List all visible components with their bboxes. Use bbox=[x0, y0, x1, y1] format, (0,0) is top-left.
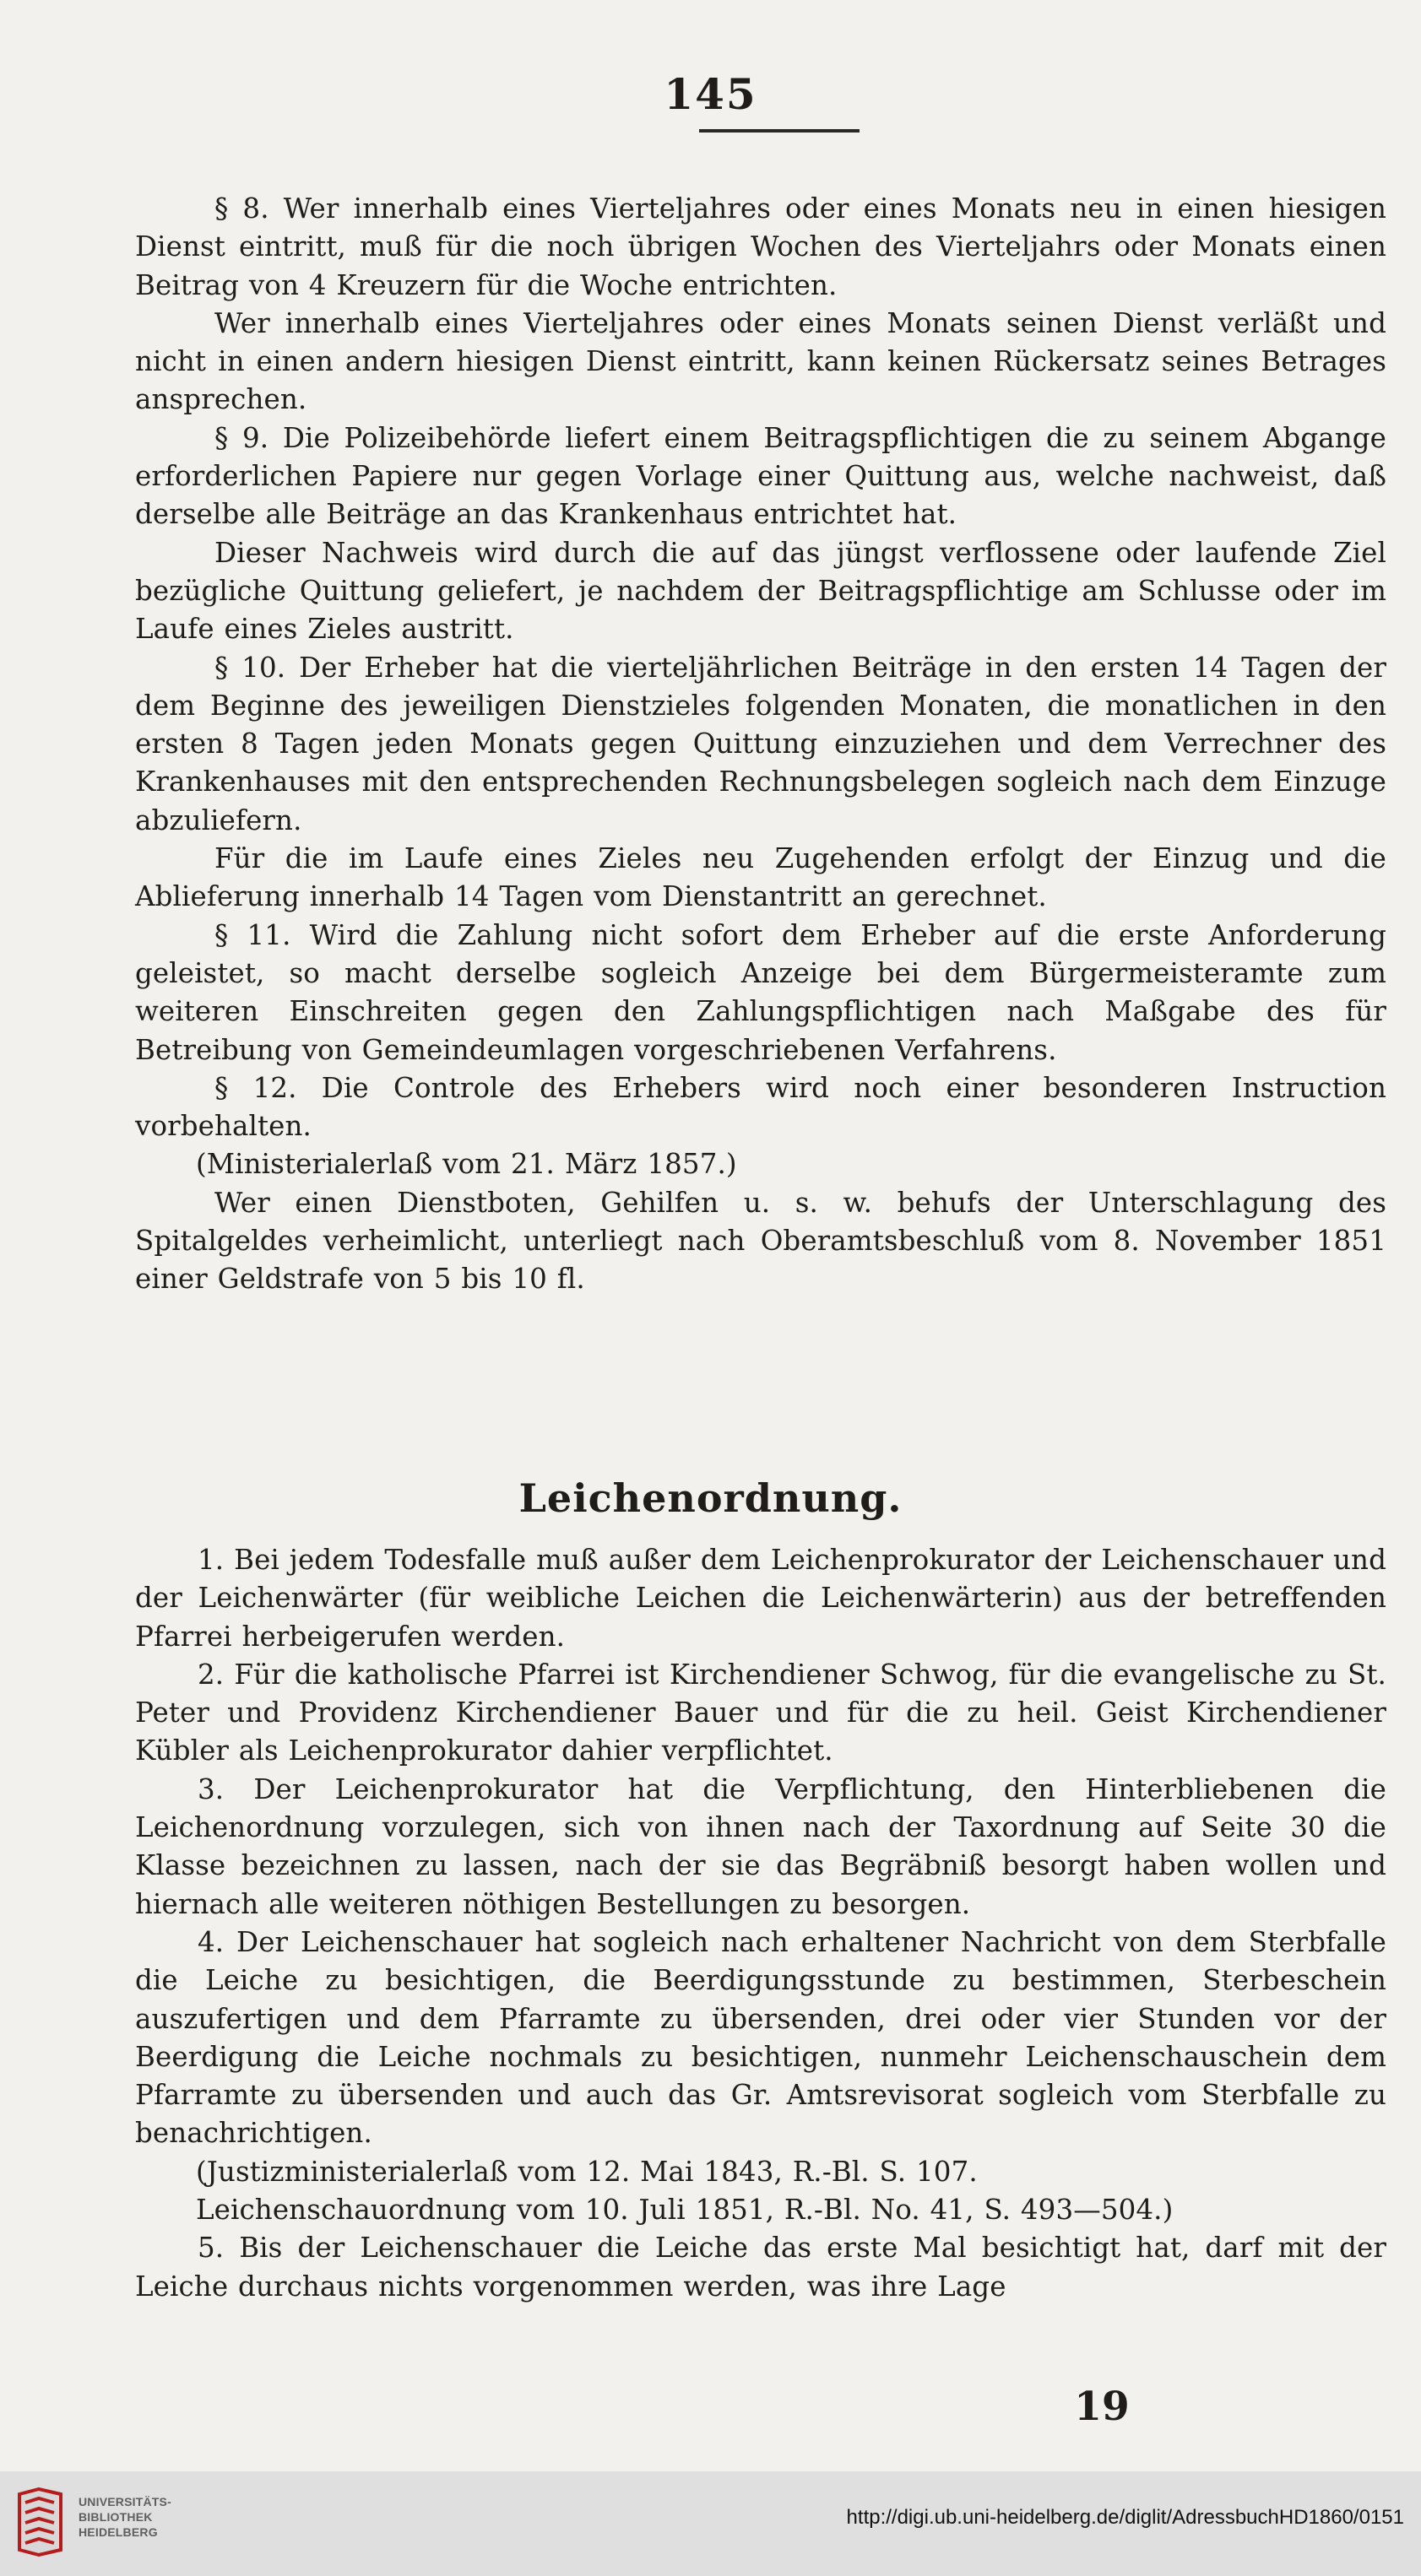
section-2-body bbox=[135, 1541, 1386, 2306]
paragraph-8-note: Wer innerhalb eines Vierteljahres oder eines Monats seinen Dienst verläßt und nicht in einen andern hiesigen Dienst eintritt, kann keinen Rückersatz seines Betrages ansprechen. bbox=[135, 306, 1386, 416]
library-name-line-2: BIBLIOTHEK bbox=[79, 2510, 153, 2524]
citation-1851: Leichenschauordnung vom 10. Juli 1851, R.-Bl. No. 41, S. 493—504.) bbox=[196, 2194, 1174, 2227]
penalty-note: Wer einen Dienstboten, Gehilfen u. s. w. behufs der Unterschlagung des Spitalgeldes verheimlicht, unterliegt nach Oberamtsbeschluß vom 8. November 1851 einer Geldstrafe von 5 bis 10 fl. bbox=[135, 1186, 1386, 1296]
page-number-rule bbox=[699, 129, 860, 133]
rule-4: 4. Der Leichenschauer hat sogleich nach erhaltener Nachricht von dem Sterbfalle die Leiche zu besichtigen, die Beerdigungsstunde zu bestimmen, Sterbeschein auszufertigen und dem Pfarramte zu übersenden, drei oder vier Stunden vor der Beerdigung die Leiche nochmals zu besichtigen, nunmehr Leichenschauschein dem Pfarramte zu übersenden und auch das Gr. Amtsrevisorat sogleich vom Sterbfalle zu benachrichtigen. bbox=[135, 1925, 1386, 2150]
library-name bbox=[79, 2494, 214, 2540]
paragraph-11: § 11. Wird die Zahlung nicht sofort dem Erheber auf die erste Anforderung geleistet, so macht derselbe sogleich Anzeige bei dem Bürgermeisteramte zum weiteren Einschreiten gegen den Zahlungspflichtigen nach Maßgabe des für Betreibung von Gemeindeumlagen vorgeschriebenen Verfahrens. bbox=[135, 918, 1386, 1066]
paragraph-12: § 12. Die Controle des Erhebers wird noch einer besonderen Instruction vorbehalten. bbox=[135, 1071, 1386, 1143]
citation-1843: (Justizministerialerlaß vom 12. Mai 1843, R.-Bl. S. 107. bbox=[196, 2155, 978, 2188]
paragraph-8: § 8. Wer innerhalb eines Vierteljahres oder eines Monats neu in einen hiesigen Dienst eintritt, muß für die noch übrigen Wochen des Vierteljahrs oder Monats einen Beitrag von 4 Kreuzern für die Woche entrichten. bbox=[135, 192, 1386, 301]
library-logo bbox=[15, 2487, 218, 2565]
library-name-line-1: UNIVERSITÄTS- bbox=[79, 2495, 171, 2508]
paragraph-9: § 9. Die Polizeibehörde liefert einem Beitragspflichtigen die zu seinem Abgange erforderlichen Papiere nur gegen Vorlage einer Quittung aus, welche nachweist, daß derselbe alle Beiträge an das Krankenhaus entrichtet hat. bbox=[135, 421, 1386, 531]
source-url[interactable]: http://digi.ub.uni-heidelberg.de/diglit/AdressbuchHD1860/0151 bbox=[846, 2506, 1404, 2529]
rule-1: 1. Bei jedem Todesfalle muß außer dem Leichenprokurator der Leichenschauer und der Leichenwärter (für weibliche Leichen die Leichenwärterin) aus der betreffenden Pfarrei herbeigerufen werden. bbox=[135, 1544, 1386, 1653]
library-emblem-icon bbox=[15, 2487, 66, 2557]
rule-3: 3. Der Leichenprokurator hat die Verpflichtung, den Hinterbliebenen die Leichenordnung vorzulegen, sich von ihnen nach der Taxordnung auf Seite 30 die Klasse bezeichnen zu lassen, nach der sie das Begräbniß besorgt haben wollen und hiernach alle weiteren nöthigen Bestellungen zu besorgen. bbox=[135, 1772, 1386, 1920]
section-title-leichenordnung: Leichenordnung. bbox=[518, 1475, 903, 1521]
paragraph-10-note: Für die im Laufe eines Zieles neu Zugehenden erfolgt der Einzug und die Ablieferung innerhalb 14 Tagen vom Dienstantritt an gerechnet. bbox=[135, 842, 1386, 913]
citation-1857: (Ministerialerlaß vom 21. März 1857.) bbox=[196, 1148, 737, 1181]
bottom-bar bbox=[0, 2471, 1421, 2576]
rule-2: 2. Für die katholische Pfarrei ist Kirchendiener Schwog, für die evangelische zu St. Peter und Providenz Kirchendiener Bauer und für die zu heil. Geist Kirchendiener Kübler als Leichenprokurator dahier verpflichtet. bbox=[135, 1658, 1386, 1767]
library-name-line-3: HEIDELBERG bbox=[79, 2525, 158, 2539]
paragraph-9-note: Dieser Nachweis wird durch die auf das jüngst verflossene oder laufende Ziel bezügliche Quittung geliefert, je nachdem der Beitragspflichtige am Schlusse oder im Laufe eines Zieles austritt. bbox=[135, 536, 1386, 646]
section-1-body bbox=[135, 190, 1386, 1299]
paragraph-10: § 10. Der Erheber hat die vierteljährlichen Beiträge in den ersten 14 Tagen der dem Beginne des jeweiligen Dienstzieles folgenden Monaten, die monatlichen in den ersten 8 Tagen jeden Monats gegen Quittung einzuziehen und dem Verrechner des Krankenhauses mit den entsprechenden Rechnungsbelegen sogleich nach dem Einzuge abzuliefern. bbox=[135, 651, 1386, 836]
rule-5: 5. Bis der Leichenschauer die Leiche das erste Mal besichtigt hat, darf mit der Leiche durchaus nichts vorgenommen werden, was ihre Lage bbox=[135, 2232, 1386, 2303]
signature-mark: 19 bbox=[1074, 2384, 1130, 2430]
page-number: 145 bbox=[664, 69, 757, 119]
